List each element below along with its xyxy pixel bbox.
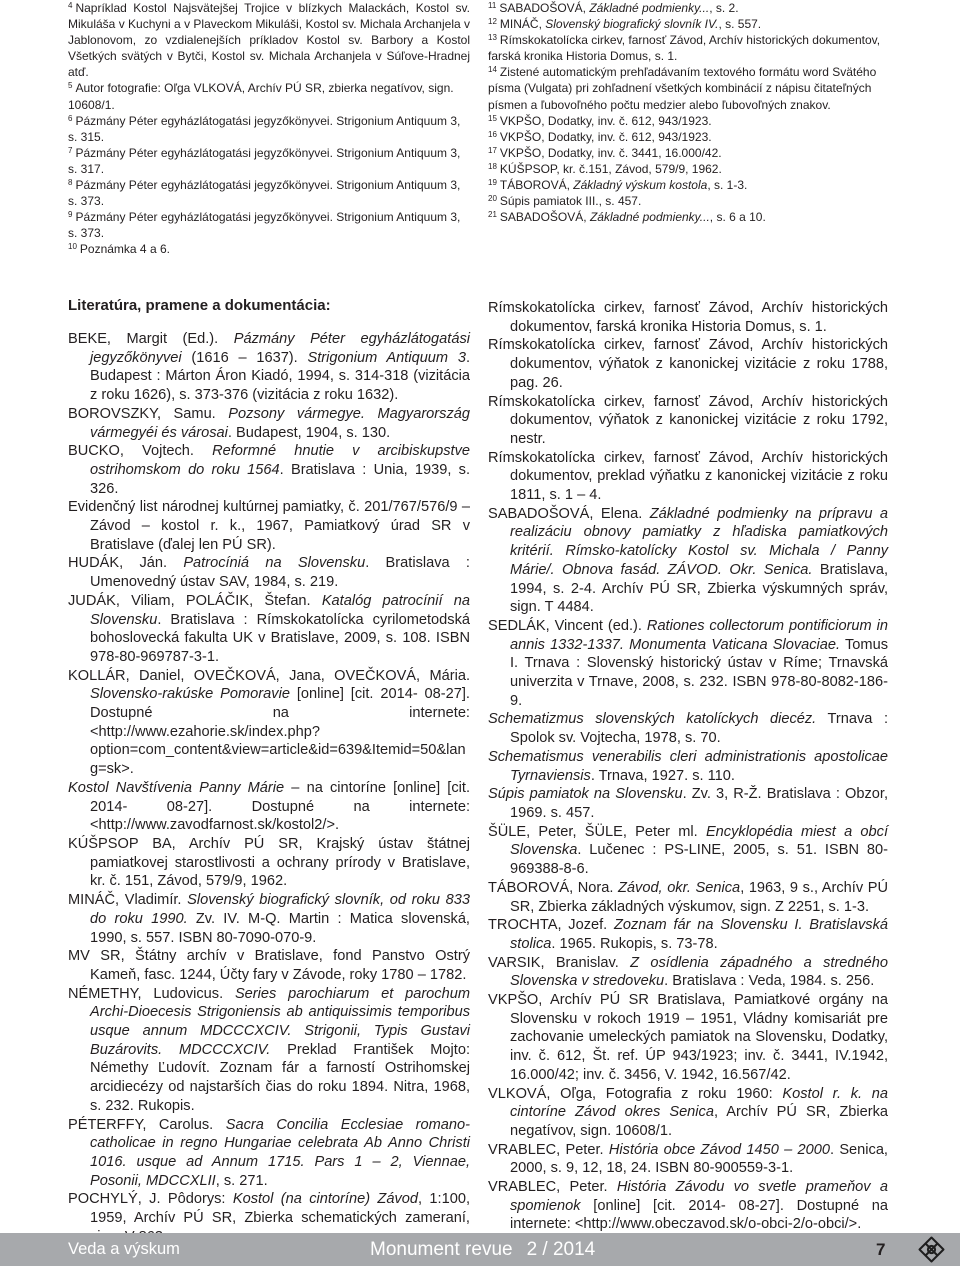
footnote-number: 19 bbox=[488, 178, 497, 188]
text-segment: VARSIK, Branislav. bbox=[488, 954, 631, 971]
footnote bbox=[488, 209, 893, 225]
text-segment: PÉTERFFY, Carolus. bbox=[68, 1116, 226, 1133]
footnote bbox=[68, 145, 470, 177]
footnote-number: 15 bbox=[488, 113, 497, 123]
bibliography-heading: Literatúra, pramene a dokumentácia: bbox=[68, 297, 331, 314]
text-segment: – na cintoríne [online] [cit. 2014- 08-27]. Dostupné na internete: <http://www.zavodfarnost.sk/kostol2/>. bbox=[90, 779, 471, 834]
italic-title-text: Kostol r. k. na cintoríne Závod okres Senica bbox=[510, 1085, 888, 1121]
bib-entry bbox=[488, 1141, 888, 1178]
footer-section-label: Veda a výskum bbox=[68, 1240, 180, 1258]
text-segment: . Bratislava : Rímskokatolícka cyrilometodská bohoslovecká fakulta UK v Bratislave, 2009, s. 108. ISBN 978-80-969787-3-1. bbox=[90, 611, 470, 665]
bib-entry bbox=[488, 748, 888, 785]
text-segment: . Trnava, 1927. s. 110. bbox=[590, 767, 735, 784]
footnote bbox=[488, 64, 893, 112]
text-segment: BEKE, Margit (Ed.). bbox=[68, 331, 234, 347]
text-segment: VRABLEC, Peter. bbox=[488, 1141, 609, 1158]
footnote-number: 8 bbox=[68, 178, 73, 188]
italic-title-text: Katalóg patrocínií na Slovensku bbox=[90, 592, 470, 628]
page-number: 7 bbox=[876, 1240, 886, 1259]
footnote bbox=[68, 241, 470, 257]
page-footer bbox=[0, 1233, 960, 1266]
text-segment: ŠÜLE, Peter, ŠÜLE, Peter ml. bbox=[488, 823, 706, 840]
italic-title-text: Reformné hnutie v arcibiskupstve ostrihomskom do roku 1564 bbox=[90, 443, 470, 478]
footnotes-left-column bbox=[68, 0, 470, 258]
bib-entry bbox=[488, 336, 888, 392]
footnote bbox=[488, 161, 893, 177]
footnote bbox=[488, 145, 893, 161]
text-segment: VKPŠO, Dodatky, inv. č. 612, 943/1923. bbox=[499, 129, 712, 144]
text-segment: TROCHTA, Jozef. bbox=[488, 917, 614, 934]
text-segment: , s. 557. bbox=[718, 17, 762, 32]
bib-entry bbox=[68, 498, 470, 554]
bib-entry bbox=[68, 985, 470, 1116]
italic-title-text: Sacra Concilia Ecclesiae romano-catholicae in regno Hungariae celebrata Ab Anno Christi 1016. usque ad Annum 1715. Pars 1 – 2, Viennae, Posonii, MDCCXLII bbox=[90, 1116, 471, 1189]
text-segment: Súpis pamiatok III., s. 457. bbox=[499, 194, 642, 209]
text-segment: Poznámka 4 a 6. bbox=[79, 242, 170, 257]
bib-entry bbox=[488, 1085, 888, 1141]
footnote-number: 13 bbox=[488, 33, 497, 43]
text-segment: (1616 – 1637). bbox=[181, 349, 308, 366]
text-segment: , 1963, 9 s., Archív PÚ SR, Zbierka základných výskumov, sign. Z 2251, s. 1-3. bbox=[510, 879, 888, 915]
footnote bbox=[488, 177, 893, 193]
italic-title-text: Encyklopédia miest a obcí Slovenska bbox=[510, 823, 889, 859]
bib-entry bbox=[68, 554, 470, 591]
text-segment: SABADOŠOVÁ, bbox=[499, 210, 590, 225]
text-segment: KOLLÁR, Daniel, OVEČKOVÁ, Jana, OVEČKOVÁ, Mária. bbox=[68, 667, 470, 684]
text-segment: . Bratislava : Veda, 1984. s. 256. bbox=[664, 973, 875, 990]
footnote-number: 7 bbox=[68, 145, 73, 155]
text-segment: [online] [cit. 2014- 08-27]. Dostupné na internete: <http://www.obeczavod.sk/o-obci-2/o-obci/>. bbox=[510, 1197, 888, 1233]
bib-entry bbox=[68, 405, 470, 442]
footnote-number: 9 bbox=[68, 210, 73, 220]
italic-title-text: Súpis pamiatok na Slovensku bbox=[488, 786, 683, 803]
text-segment: KÚŠPSOP BA, Archív PÚ SR, Krajský ústav štátnej pamiatkovej starostlivosti a ochrany prírody v Bratislave, kr. č. 151, Závod, 579/9, 1962. bbox=[68, 835, 470, 890]
bib-entry bbox=[488, 954, 888, 991]
text-segment: Rímskokatolícka cirkev, farnosť Závod, Archív historických dokumentov, farská kronika Historia Domus, s. 1. bbox=[488, 300, 888, 335]
italic-title-text: Patrocíniá na Slovensku bbox=[183, 555, 366, 572]
text-segment: Pázmány Péter egyházlátogatási jegyzőkönyvei. Strigonium Antiquum 3, s. 373. bbox=[68, 210, 461, 241]
text-segment: NÉMETHY, Ludovicus. bbox=[68, 985, 235, 1002]
text-segment: Pázmány Péter egyházlátogatási jegyzőkönyvei. Strigonium Antiquum 3, s. 317. bbox=[68, 145, 461, 176]
text-segment: . Budapest : Márton Áron Kiadó, 1994, s. 314-318 (vizitácia z roku 1626), s. 373-376 (vizitácia z roku 1632). bbox=[90, 349, 470, 404]
bib-entry bbox=[68, 835, 470, 891]
text-segment: [online] [cit. 2014- 08-27]. Dostupné na internete: <http://www.ezahorie.sk/index.php?option=com_content&view=article&id=639&Itemid=50&lang=sk>. bbox=[90, 686, 470, 778]
text-segment: . Bratislava : Umenovedný ústav SAV, 1984, s. 219. bbox=[90, 555, 470, 591]
text-segment: BOROVSZKY, Samu. bbox=[68, 405, 229, 422]
bib-entry bbox=[488, 299, 888, 336]
text-segment: POCHYLÝ, J. Pôdorys: bbox=[68, 1191, 233, 1208]
italic-title-text: Pázmány Péter egyházlátogatási jegyzőkönyvei bbox=[90, 331, 470, 366]
italic-title-text: Pozsony vármegye. Magyarország vármegyéi és városai bbox=[90, 405, 470, 441]
bib-entry bbox=[68, 442, 470, 498]
bib-entry bbox=[68, 667, 470, 779]
bib-entry bbox=[68, 330, 470, 405]
text-segment: , s. 6 a 10. bbox=[709, 210, 766, 225]
bib-entry bbox=[488, 785, 888, 822]
text-segment: Bratislava, 1994, s. 2-4. Archív PÚ SR, Zbierka výskumných správ, sign. T 4484. bbox=[510, 561, 888, 616]
bib-entry bbox=[488, 823, 888, 879]
bib-entry bbox=[488, 916, 888, 953]
footnote bbox=[488, 129, 893, 145]
text-segment: JUDÁK, Viliam, POLÁČIK, Štefan. bbox=[68, 592, 322, 609]
footnote bbox=[68, 113, 470, 145]
italic-title-text: Slovenský biografický slovník, od roku 833 do roku 1990. bbox=[90, 892, 470, 927]
bib-entry bbox=[488, 505, 888, 617]
footnote bbox=[68, 177, 470, 209]
bib-entry bbox=[68, 947, 470, 984]
bib-entry bbox=[488, 393, 888, 449]
text-segment: Preklad František Mojto: Némethy Ľudovít. Zoznam fár a farností Ostrihomskej arcidiecézy od najstarších čias do roku 1894. Nitra, 1968, s. 232. Rukopis. bbox=[90, 1041, 470, 1114]
text-segment: , 1:100, 1959, Archív PÚ SR, Zbierka schematických zameraní, bbox=[90, 1191, 470, 1227]
italic-title-text: História obce Závod 1450 – 2000 bbox=[608, 1141, 830, 1158]
text-segment: Tomus I. Trnava : Slovenský historický ústav v Ríme; Trnavská univerzita v Trnave, 2008, s. 232. ISBN 978-80-8082-186-9. bbox=[510, 636, 888, 709]
footnote-number: 6 bbox=[68, 113, 73, 123]
bib-entry bbox=[488, 991, 888, 1085]
bib-entry bbox=[68, 1116, 470, 1191]
italic-title-text: Z osídlenia západného a stredného Slovenska v stredoveku bbox=[510, 954, 888, 990]
footnote-number: 11 bbox=[488, 1, 497, 10]
text-segment: Trnava : Spolok sv. Vojtecha, 1978, s. 70. bbox=[510, 711, 889, 747]
italic-title-text: Závod, okr. Senica bbox=[618, 879, 741, 896]
text-segment: MINÁČ, Vladimír. bbox=[68, 892, 188, 909]
text-segment: BUCKO, Vojtech. bbox=[68, 443, 213, 460]
text-segment: Rímskokatolícka cirkev, farnosť Závod, Archív historických dokumentov, farská kronika Historia Domus, s. 1. bbox=[488, 33, 881, 64]
footnote-number: 12 bbox=[488, 17, 497, 27]
bib-entry bbox=[68, 891, 470, 947]
footnote-number: 14 bbox=[488, 65, 497, 75]
footnote bbox=[488, 32, 893, 64]
text-segment: TÁBOROVÁ, bbox=[499, 178, 574, 193]
italic-title-text: Schematizmus slovenských katolíckych diecéz. bbox=[488, 711, 817, 728]
footer-journal-line bbox=[370, 1233, 595, 1266]
text-segment: VKPŠO, Dodatky, inv. č. 612, 943/1923. bbox=[499, 113, 712, 128]
italic-title-text: Kostol (na cintoríne) Závod bbox=[232, 1191, 418, 1208]
text-segment: , Archív PÚ SR, Zbierka negatívov, sign. 10608/1. bbox=[510, 1104, 888, 1139]
text-segment: MINÁČ, bbox=[499, 17, 546, 32]
italic-title-text: Schematismus venerabilis cleri administrationis apostolicae Tyrnaviensis bbox=[488, 748, 888, 784]
text-segment: Evidenčný list národnej kultúrnej pamiatky, č. 201/767/576/9 – Závod – kostol r. k., 1967, Pamiatkový úrad SR v Bratislave (ďalej len PÚ SR). bbox=[68, 499, 470, 553]
footer-issue: 2 / 2014 bbox=[526, 1239, 596, 1260]
text-segment: KÚŠPSOP, kr. č.151, Závod, 579/9, 1962. bbox=[499, 161, 722, 176]
text-segment: VKPŠO, Dodatky, inv. č. 3441, 16.000/42. bbox=[499, 145, 722, 160]
footnote-number: 18 bbox=[488, 161, 497, 171]
text-segment: SABADOŠOVÁ, bbox=[499, 1, 590, 15]
footnote bbox=[488, 193, 893, 209]
footnote-number: 20 bbox=[488, 194, 497, 204]
text-segment: Zistené automatickým prehľadávaním textového formátu word Svätého písma (Vulgata) pri zohľadnení všetkých kombinácií z nápisu čitateľných písmen a ľubovoľného počtu medzier alebo ľubovoľných znakov. bbox=[488, 65, 877, 112]
monument-logo-icon bbox=[918, 1236, 945, 1263]
text-segment: SABADOŠOVÁ, Elena. bbox=[488, 505, 650, 522]
footnote-number: 10 bbox=[68, 242, 77, 252]
footnote bbox=[488, 113, 893, 129]
bib-entry bbox=[488, 1178, 888, 1234]
text-segment: , s. 271. bbox=[215, 1172, 268, 1189]
italic-title-text: História Závodu vo svetle prameňov a spomienok bbox=[510, 1179, 888, 1214]
footnotes-right-column bbox=[488, 0, 893, 225]
text-segment: . Zv. 3, R-Ž. Bratislava : Obzor, 1969. s. 457. bbox=[510, 786, 888, 821]
italic-title-text: Rationes collectorum pontificiorum in annis 1332-1337. Monumenta Vaticana Slovaciae. bbox=[510, 617, 888, 653]
footnote bbox=[68, 0, 470, 80]
italic-title-text: Slovensko-rakúske Pomoravie bbox=[90, 686, 290, 703]
footnote bbox=[488, 0, 893, 16]
bib-entry bbox=[488, 449, 888, 505]
italic-title-text: Základné podmienky... bbox=[589, 210, 710, 225]
text-segment: Napríklad Kostol Najsvätejšej Trojice v blízkych Malackách, Kostol sv. Mikuláša v Kuchyni a v Plaveckom Mikuláši, Kostol sv. Michala Archanjela v Jablonovom, zo vzdialenejších príkladov Kostol sv. Barbory a Kostol Všetkých svätých v Bytči, Kostol sv. Michala Archanjela v Súľove-Hradnej atď. bbox=[68, 1, 470, 80]
bib-entry bbox=[488, 710, 888, 747]
text-segment: TÁBOROVÁ, Nora. bbox=[488, 879, 618, 896]
text-segment: Pázmány Péter egyházlátogatási jegyzőkönyvei. Strigonium Antiquum 3, s. 315. bbox=[68, 113, 461, 144]
italic-title-text: Strigonium Antiquum 3 bbox=[307, 349, 466, 366]
footnote-number: 4 bbox=[68, 1, 73, 10]
text-segment: , s. 2. bbox=[709, 1, 739, 15]
bib-entry bbox=[488, 879, 888, 916]
text-segment: . Lučenec : PS-LINE, 2005, s. 51. ISBN 80-969388-8-6. bbox=[510, 842, 888, 878]
text-segment: Rímskokatolícka cirkev, farnosť Závod, Archív historických dokumentov, preklad výňatku z kanonickej vizitácie z roku 1811, s. 1 – 4. bbox=[488, 449, 888, 504]
footnote bbox=[68, 209, 470, 241]
text-segment: . Bratislava : Unia, 1939, s. 326. bbox=[90, 461, 471, 497]
italic-title-text: Základné podmienky... bbox=[589, 1, 710, 15]
italic-title-text: Slovenský biografický slovník IV. bbox=[545, 17, 719, 32]
bib-entry bbox=[488, 617, 888, 711]
text-segment: . Budapest, 1904, s. 130. bbox=[227, 424, 391, 441]
text-segment: VRABLEC, Peter. bbox=[488, 1179, 617, 1196]
bibliography-right-column bbox=[488, 299, 888, 1234]
bib-entry bbox=[68, 592, 470, 667]
footnote-number: 5 bbox=[68, 81, 73, 91]
italic-title-text: Zoznam fár na Slovensku I. Bratislavská stolica bbox=[510, 917, 888, 952]
text-segment: Autor fotografie: Oľga VLKOVÁ, Archív PÚ SR, zbierka negatívov, sign. 10608/1. bbox=[68, 81, 454, 112]
text-segment: VLKOVÁ, Oľga, Fotografia z roku 1960: bbox=[488, 1085, 783, 1102]
footnote-number: 21 bbox=[488, 210, 497, 220]
footnote-number: 17 bbox=[488, 145, 497, 155]
italic-title-text: Základné podmienky na prípravu a realizáciu obnovy pamiatky z hľadiska pamiatkových kritérií. Rímsko-katolícky Kostol sv. Michala / Panny Márie/. Obnova fasád. ZÁVOD. Okr. Senica. bbox=[510, 505, 888, 578]
italic-title-text: Základný výskum kostola bbox=[573, 178, 708, 193]
text-segment: Rímskokatolícka cirkev, farnosť Závod, Archív historických dokumentov, výňatok z kanonickej vizitácie z roku 1792, nestr. bbox=[488, 393, 888, 447]
text-segment: . Senica, 2000, s. 9, 12, 18, 24. ISBN 80-900559-3-1. bbox=[510, 1141, 888, 1177]
bibliography-left-column bbox=[68, 330, 470, 1246]
text-segment: VKPŠO, Archív PÚ SR Bratislava, Pamiatkové orgány na Slovensku v rokoch 1919 – 1951, Vládny komisariát pre zachovanie umeleckých pamiatok na Slovensku, Dodatky, inv. č. 612, Št. ref. ÚP 943/1923; inv. č. 3441, IV.1942, 16.000/42; inv. č. 3456, V. 1942, 16.567/42. bbox=[488, 992, 888, 1083]
text-segment: Rímskokatolícka cirkev, farnosť Závod, Archív historických dokumentov, výňatok z kanonickej vizitácie z roku 1788, pag. 26. bbox=[488, 337, 888, 391]
bib-entry bbox=[68, 779, 470, 835]
text-segment: SEDLÁK, Vincent (ed.). bbox=[488, 617, 647, 634]
text-segment: Zv. IV. M-Q. Martin : Matica slovenská, 1990, s. 557. ISBN 80-7090-070-9. bbox=[90, 910, 470, 946]
text-segment: HUDÁK, Ján. bbox=[68, 555, 184, 572]
text-segment: MV SR, Štátny archív v Bratislave, fond Panstvo Ostrý Kameň, fasc. 1244, Účty fary v Závode, roky 1780 – 1782. bbox=[68, 948, 470, 983]
italic-title-text: Kostol Navštívenia Panny Márie bbox=[68, 779, 285, 796]
text-segment: Pázmány Péter egyházlátogatási jegyzőkönyvei. Strigonium Antiquum 3, s. 373. bbox=[68, 178, 461, 209]
footnote bbox=[488, 16, 893, 32]
text-segment: , s. 1-3. bbox=[707, 178, 748, 193]
footnote bbox=[68, 80, 470, 112]
footnote-number: 16 bbox=[488, 129, 497, 139]
footer-journal-title: Monument revue bbox=[370, 1239, 513, 1260]
text-segment: . 1965. Rukopis, s. 73-78. bbox=[551, 935, 718, 952]
italic-title-text: Series parochiarum et parochum Archi-Dioecesis Strigoniensis ab antiquissimis temporibus usque annum MDCCCXCIV. Strigonii, Typis Gustavi Buzárovits. MDCCCXCIV. bbox=[90, 985, 470, 1058]
